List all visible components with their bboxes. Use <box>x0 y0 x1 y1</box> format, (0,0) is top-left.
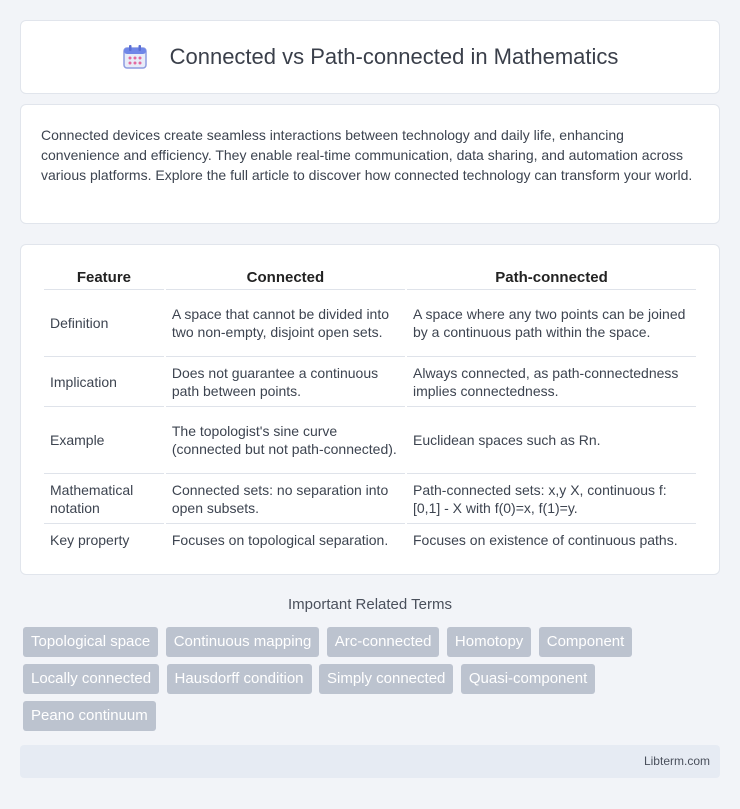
cell-feature: Mathematical notation <box>44 474 164 524</box>
cell-path-connected: Path-connected sets: x,y X, continuous f:[0,1] - X with f(0)=x, f(1)=y. <box>407 474 696 524</box>
tag-hausdorff-condition[interactable]: Hausdorff condition <box>167 664 312 694</box>
cell-path-connected: Euclidean spaces such as Rn. <box>407 407 696 474</box>
tag-topological-space[interactable]: Topological space <box>23 627 158 657</box>
table-row <box>44 357 696 407</box>
tag-quasi-component[interactable]: Quasi-component <box>461 664 595 694</box>
tag-arc-connected[interactable]: Arc-connected <box>327 627 440 657</box>
intro-text: Connected devices create seamless interactions between technology and daily life, enhancing convenience and efficiency. They enable real-time communication, data sharing, and automation across various platforms. Explore the full article to discover how connected technology can transform your world. <box>41 127 693 183</box>
header-card <box>20 20 720 94</box>
page-title: Connected vs Path-connected in Mathematics <box>169 44 619 69</box>
cell-connected: The topologist's sine curve (connected but not path-connected). <box>166 407 405 474</box>
cell-connected: Does not guarantee a continuous path between points. <box>166 357 405 407</box>
cell-connected: A space that cannot be divided into two non-empty, disjoint open sets. <box>166 290 405 357</box>
table-row <box>44 407 696 474</box>
header-path-connected: Path-connected <box>407 263 696 290</box>
tag-continuous-mapping[interactable]: Continuous mapping <box>166 627 320 657</box>
tag-homotopy[interactable]: Homotopy <box>447 627 531 657</box>
calendar-icon <box>122 44 148 70</box>
related-terms-title: Important Related Terms <box>288 596 452 613</box>
table-header-row <box>44 263 696 290</box>
intro-card <box>20 104 720 224</box>
tag-component[interactable]: Component <box>539 627 633 657</box>
footer-brand-link[interactable]: Libterm.com <box>643 754 710 768</box>
cell-connected: Focuses on topological separation. <box>171 532 389 548</box>
comparison-table-card <box>20 244 720 575</box>
cell-feature: Example <box>44 407 164 474</box>
tag-simply-connected[interactable]: Simply connected <box>319 664 453 694</box>
related-terms-tags <box>23 627 723 738</box>
table-row <box>44 524 696 556</box>
cell-path-connected: A space where any two points can be joined by a continuous path within the space. <box>407 290 696 357</box>
table-row <box>44 474 696 524</box>
header-feature: Feature <box>44 263 164 290</box>
footer <box>20 745 720 778</box>
table-row <box>44 290 696 357</box>
cell-feature: Key property <box>50 532 130 548</box>
cell-path-connected: Focuses on existence of continuous paths. <box>413 532 678 548</box>
tag-locally-connected[interactable]: Locally connected <box>23 664 159 694</box>
cell-feature: Implication <box>44 357 164 407</box>
cell-feature: Definition <box>44 290 164 357</box>
header-connected: Connected <box>166 263 405 290</box>
comparison-table <box>42 263 698 556</box>
cell-connected: Connected sets: no separation into open subsets. <box>166 474 405 524</box>
cell-path-connected: Always connected, as path-connectedness implies connectedness. <box>407 357 696 407</box>
tag-peano-continuum[interactable]: Peano continuum <box>23 701 156 731</box>
